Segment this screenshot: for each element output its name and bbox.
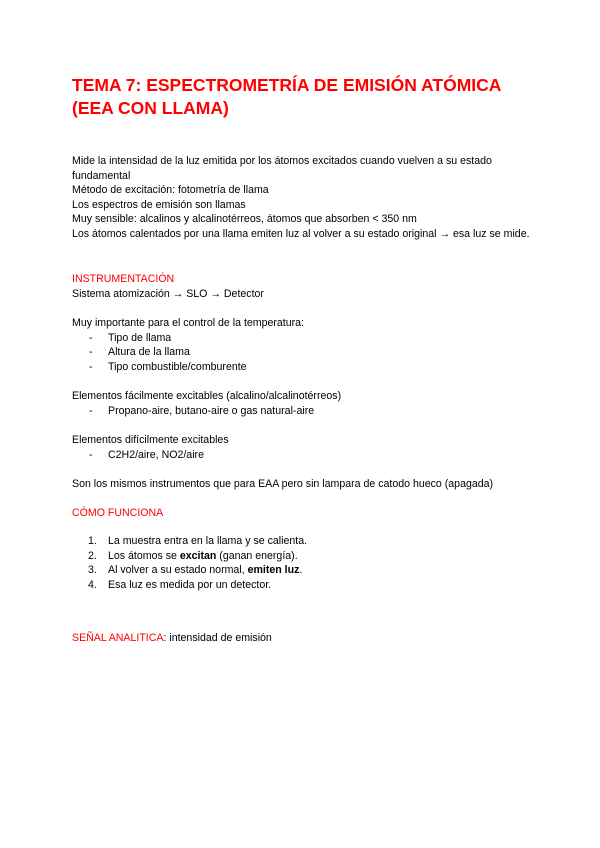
dificiles-heading: Elementos difícilmente excitables xyxy=(72,434,229,446)
step-text-bold: emiten luz xyxy=(247,564,300,577)
temperatura-section xyxy=(72,316,532,374)
dificiles-section xyxy=(72,433,532,462)
senal-text: : intensidad de emisión xyxy=(163,632,272,644)
temperatura-list xyxy=(72,331,532,375)
step-number: 4. xyxy=(88,578,97,591)
step-number: 2. xyxy=(88,549,97,562)
como-funciona-section xyxy=(72,506,532,521)
senal-label: SEÑAL ANALITICA xyxy=(72,632,164,644)
instrumentacion-heading: INSTRUMENTACIÓN xyxy=(72,273,175,285)
list-item-text: C2H2/aire, NO2/aire xyxy=(108,448,204,461)
list-item xyxy=(72,448,532,463)
list-item xyxy=(72,360,532,375)
step-number: 3. xyxy=(88,564,97,577)
list-item xyxy=(72,534,532,549)
step-text: Esa luz es medida por un detector. xyxy=(108,578,272,591)
intro-section xyxy=(72,154,532,242)
intro-paragraph-3: Los espectros de emisión son llamas xyxy=(72,198,246,211)
list-item xyxy=(72,345,532,360)
title-line-2: (EEA CON LLAMA) xyxy=(72,98,229,118)
list-item xyxy=(72,331,532,346)
title-line-1: TEMA 7: ESPECTROMETRÍA DE EMISIÓN ATÓMICA xyxy=(72,75,502,95)
dificiles-list xyxy=(72,448,532,463)
senal-section xyxy=(72,631,532,646)
list-item xyxy=(72,578,532,593)
dash-bullet: - xyxy=(89,448,93,461)
faciles-heading: Elementos fácilmente excitables (alcalino/alcalinotérreos) xyxy=(72,390,342,402)
list-item-text: Tipo de llama xyxy=(108,331,172,344)
list-item-text: Propano-aire, butano-aire o gas natural-aire xyxy=(108,404,315,417)
temperatura-heading: Muy importante para el control de la temperatura: xyxy=(72,317,305,329)
step-text-pre: Al volver a su estado normal, xyxy=(108,564,248,577)
dash-bullet: - xyxy=(89,331,93,344)
instrumentacion-sistema: Sistema atomización → SLO → Detector xyxy=(72,287,264,300)
steps-list xyxy=(72,534,532,592)
intro-paragraph-2: Método de excitación: fotometría de llama xyxy=(72,184,269,197)
step-text-pre: Los átomos se xyxy=(108,549,180,562)
list-item xyxy=(72,563,532,578)
como-funciona-steps xyxy=(72,534,532,592)
intro-paragraph-1: Mide la intensidad de la luz emitida por los átomos excitados cuando vuelven a su estado fundamental xyxy=(72,155,492,182)
faciles-list xyxy=(72,404,532,419)
step-text-post: . xyxy=(299,564,303,577)
faciles-section xyxy=(72,389,532,418)
intro-paragraph-5: Los átomos calentados por una llama emiten luz al volver a su estado original → esa luz se mide. xyxy=(72,227,530,240)
list-item xyxy=(72,404,532,419)
senal-line xyxy=(72,631,532,646)
list-item xyxy=(72,549,532,564)
dash-bullet: - xyxy=(89,360,93,373)
como-funciona-heading: CÓMO FUNCIONA xyxy=(72,507,164,519)
intro-paragraph-4: Muy sensible: alcalinos y alcalinotérreos, átomos que absorben < 350 nm xyxy=(72,213,417,226)
list-item-text: Altura de la llama xyxy=(108,346,190,359)
dash-bullet: - xyxy=(89,346,93,359)
list-item-text: Tipo combustible/comburente xyxy=(108,360,247,373)
dash-bullet: - xyxy=(89,404,93,417)
step-text: La muestra entra en la llama y se calienta. xyxy=(108,535,308,547)
step-text-bold: excitan xyxy=(179,549,217,562)
instrumentacion-section xyxy=(72,272,532,301)
step-number: 1. xyxy=(88,535,97,547)
page-title xyxy=(72,74,542,120)
instrumentos-note-section xyxy=(72,477,532,492)
step-text-post: (ganan energía). xyxy=(216,549,298,562)
instrumentos-note: Son los mismos instrumentos que para EAA pero sin lampara de catodo hueco (apagada) xyxy=(72,478,494,490)
